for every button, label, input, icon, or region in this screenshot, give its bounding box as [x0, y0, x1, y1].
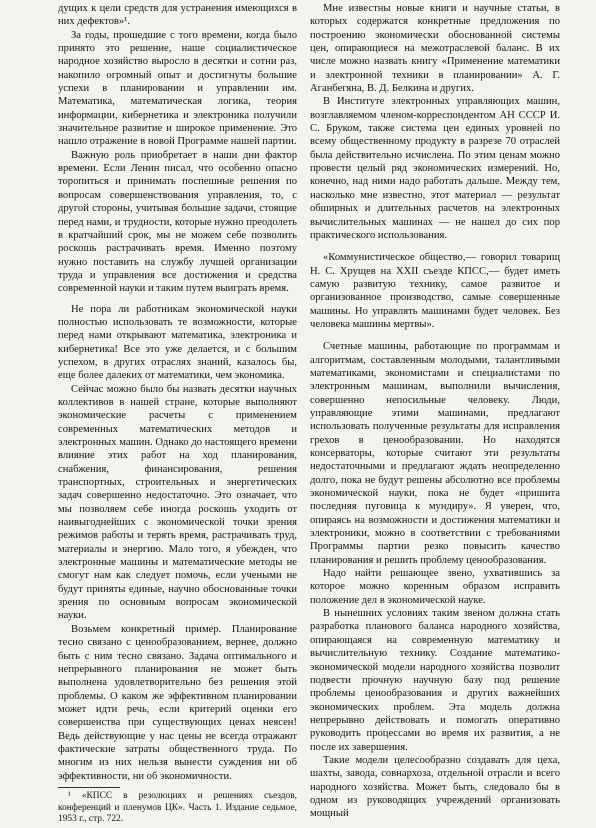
paragraph: Надо найти решающее звено, ухватившись за которое можно коренным образом исправить положение дел в экономической науке. — [310, 568, 560, 606]
paragraph: Не пора ли работникам экономической науки полностью использовать те возможности, которые перед нами открывают математика, электроника и кибернетика! Все это уже делается, и с большим успехом, в других отраслях знаний, казалось бы, еще более далеких от математики, чем экономика. — [58, 303, 297, 382]
paragraph: За годы, прошедшие с того времени, когда было принято это решение, наше социалистическое народное хозяйство выросло в десятки и сотни раз, накопило огромный опыт и достигнуты большие успехи в планировании и управлении им. Математика, математическая логика, теория информации, кибернетика и электроника получили значительное развитие и широкое применение. Это нашло отражение в новой Программе нашей партии. — [58, 29, 297, 148]
footnote — [58, 791, 297, 826]
paragraph: Такие модели целесообразно создавать для цеха, шахты, завода, совнархоза, отдельной отрасли и всего народного хозяйства. Может быть, следовало бы в одном из руководящих учреждений организовать мощный — [310, 754, 560, 820]
paragraph: Возьмем конкретный пример. Планирование тесно связано с ценообразованием, вернее, должно быть с ним тесно связано. Задача оптимального и непрерывного планирования не может быть выполнена удовлетворительно без решения этой проблемы. О каком же эффективном планировании может идти речь, если критерий оценки его совершенства при существующих ценах неясен! Ведь действующие у нас цены не всегда отражают фактические затраты общественного труда. По многим из них нельзя вынести суждения ни об эффективности, ни об экономичности. — [58, 623, 297, 782]
paragraph: Мне известны новые книги и научные статьи, в которых содержатся конкретные предложения по построению экономически обоснованной системы цен, опирающиеся на межотраслевой баланс. В их числе можно назвать книгу «Применение математики и электронной техники в планировании» А. Г. Аганбегяна, В. Д. Белкина и других. — [310, 3, 560, 95]
paragraph: дущих к цели средств для устранения имеющихся в них дефектов»¹. — [58, 3, 297, 28]
paragraph: Счетные машины, работающие по программам и алгоритмам, составленным молодыми, талантливыми математиками, экономистами и специалистами по электронным машинам, выполнили вычисления, совершенно непосильные человеку. Люди, управляющие этими машинами, предлагают использовать полученные результаты для исправления грехов в ценообразовании. Но находятся консерваторы, которые считают эти результаты недостаточными и предлагают ждать неопределенно долго, пока не будут решены абсолютно все проблемы экономической науки, пока не будет «пришита последняя пуговица к мундиру». Я уверен, что, опираясь на возможности и достижения математики и электроники, можно в соответствии с требованиями Программы партии резко повысить качество планирования и решить проблему ценообразования. — [310, 341, 560, 566]
right-column — [310, 2, 560, 821]
footnote-text: ¹ «КПСС в резолюциях и решениях съездов, конференций и пленумов ЦК». Часть 1. Издание седьмое, 1953 г., стр. 722. — [58, 791, 297, 824]
quotation: «Коммунистическое общество,— говорил товарищ Н. С. Хрущев на XXII съезде КПСС,— будет иметь самую развитую технику, самое развитое и организованное производство, самые совершенные машины. Но управлять машинами будет человек. Без человека машины мертвы». — [310, 252, 560, 330]
paragraph: В нынешних условиях таким звеном должна стать разработка планового баланса народного хозяйства, опирающаяся на современную математику и вычислительную технику. Создание математико-экономической модели народного хозяйства позволит подвести прочную научную базу под решение проблемы ценообразования и других важнейших экономических проблем. Эта модель должна непрерывно действовать и помогать оперативно руководить процессами во время их развития, а не после их завершения. — [310, 608, 560, 753]
footnote-divider — [58, 787, 120, 788]
paragraph: Сейчас можно было бы назвать десятки научных коллективов в нашей стране, которые выполняют экономические расчеты с применением современных математических методов и электронных машин. Однако до настоящего времени влияние этих работ на ход планирования, снабжения, финансирования, решения транспортных, строительных и энергетических задач совершенно недостаточно. Это означает, что мы позволяем себе иногда роскошь уходить от наивыгоднейших с экономической точки зрения режимов работы и терять время, растрачивать труд, материалы и энергию. Мало того, я убежден, что электронные машины и математические методы не смогут нам как следует помочь, если учеными не будут приняты единые, научно обоснованные точки зрения по основным вопросам экономической науки. — [58, 383, 297, 622]
paragraph: В Институте электронных управляющих машин, возглавляемом членом-корреспондентом АН СССР И. С. Бруком, также система цен единых уровней по всему общественному продукту в разрезе 70 отраслей была действительно исчислена. По этим ценам можно провести целый ряд экономических измерений. Но, конечно, над ними надо работать дальше. Между тем, насколько мне известно, этот материал — результат обширных и длительных расчетов на электронных вычислительных машинах — не нашел до сих пор практического использования. — [310, 96, 560, 241]
left-column — [58, 2, 297, 783]
paragraph: Важную роль приобретает в наши дни фактор времени. Если Ленин писал, что особенно опасно торопиться и принимать поспешные решения по вопросам совершенствования управления, то, с другой стороны, учитывая большие задачи, стоящие перед нами, и трудности, которые нужно преодолеть в кратчайший срок, мы не можем себе позволить роскошь растрачивать время. Именно поэтому нужно поставить на службу лучшей организации труда и управления все достижения и средства современной науки и таким путем выиграть время. — [58, 149, 297, 295]
